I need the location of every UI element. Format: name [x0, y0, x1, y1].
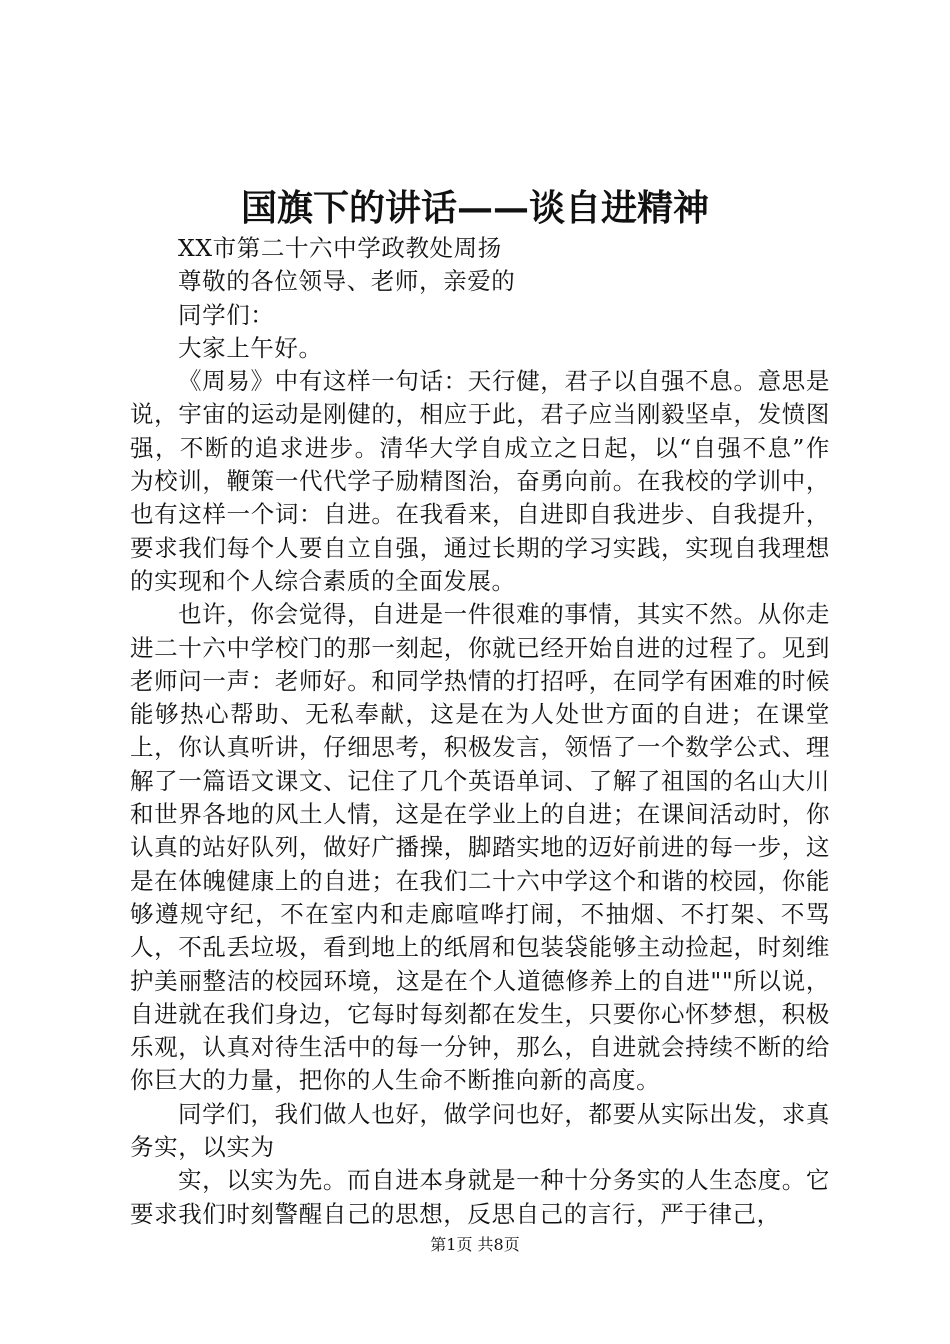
paragraph: 也许，你会觉得，自进是一件很难的事情，其实不然。从你走进二十六中学校门的那一刻起，你就已经开始自进的过程了。见到老师问一声：老师好。和同学热情的打招呼，在同学有困难的时候能够热心帮助、无私奉献，这是在为人处世方面的自进；在课堂上，你认真听讲，仔细思考，积极发言，领悟了一个数学公式、理解了一篇语文课文、记住了几个英语单词、了解了祖国的名山大川和世界各地的风土人情，这是在学业上的自进；在课间活动时，你认真的站好队列，做好广播操，脚踏实地的迈好前进的每一步，这是在体魄健康上的自进；在我们二十六中学这个和谐的校园，你能够遵规守纪，不在室内和走廊喧哗打闹，不抽烟、不打架、不骂人，不乱丢垃圾，看到地上的纸屑和包装袋能够主动捡起，时刻维护美丽整洁的校园环境，这是在个人道德修养上的自进""所以说，自进就在我们身边，它每时每刻都在发生，只要你心怀梦想，积极乐观，认真对待生活中的每一分钟，那么，自进就会持续不断的给你巨大的力量，把你的人生命不断推向新的高度。	[130, 600, 830, 1095]
greeting-line-3: 大家上午好。	[178, 333, 323, 362]
greeting-line-2: 同学们：	[178, 300, 275, 329]
document-title: 国旗下的讲话——谈自进精神	[240, 187, 709, 229]
paragraph: 实，以实为先。而自进本身就是一种十分务实的人生态度。它要求我们时刻警醒自己的思想，反思自己的言行，严于律己，	[130, 1166, 830, 1228]
greeting-line-1: 尊敬的各位领导、老师，亲爱的	[178, 267, 516, 296]
paragraph: 同学们，我们做人也好，做学问也好，都要从实际出发，求真务实，以实为	[130, 1099, 830, 1162]
author-line: XX市第二十六中学政教处周扬	[178, 234, 502, 262]
paragraph: 《周易》中有这样一句话：天行健，君子以自强不息。意思是说，宇宙的运动是刚健的，相应于此，君子应当刚毅坚卓，发愤图强，不断的追求进步。清华大学自成立之日起，以“自强不息”作为校训，鞭策一代代学子励精图治，奋勇向前。在我校的学训中，也有这样一个词：自进。在我看来，自进即自我进步、自我提升，要求我们每个人要自立自强，通过长期的学习实践，实现自我理想的实现和个人综合素质的全面发展。	[130, 367, 830, 595]
page-footer: 第1页 共8页	[430, 1235, 520, 1254]
document-body	[130, 232, 830, 1231]
